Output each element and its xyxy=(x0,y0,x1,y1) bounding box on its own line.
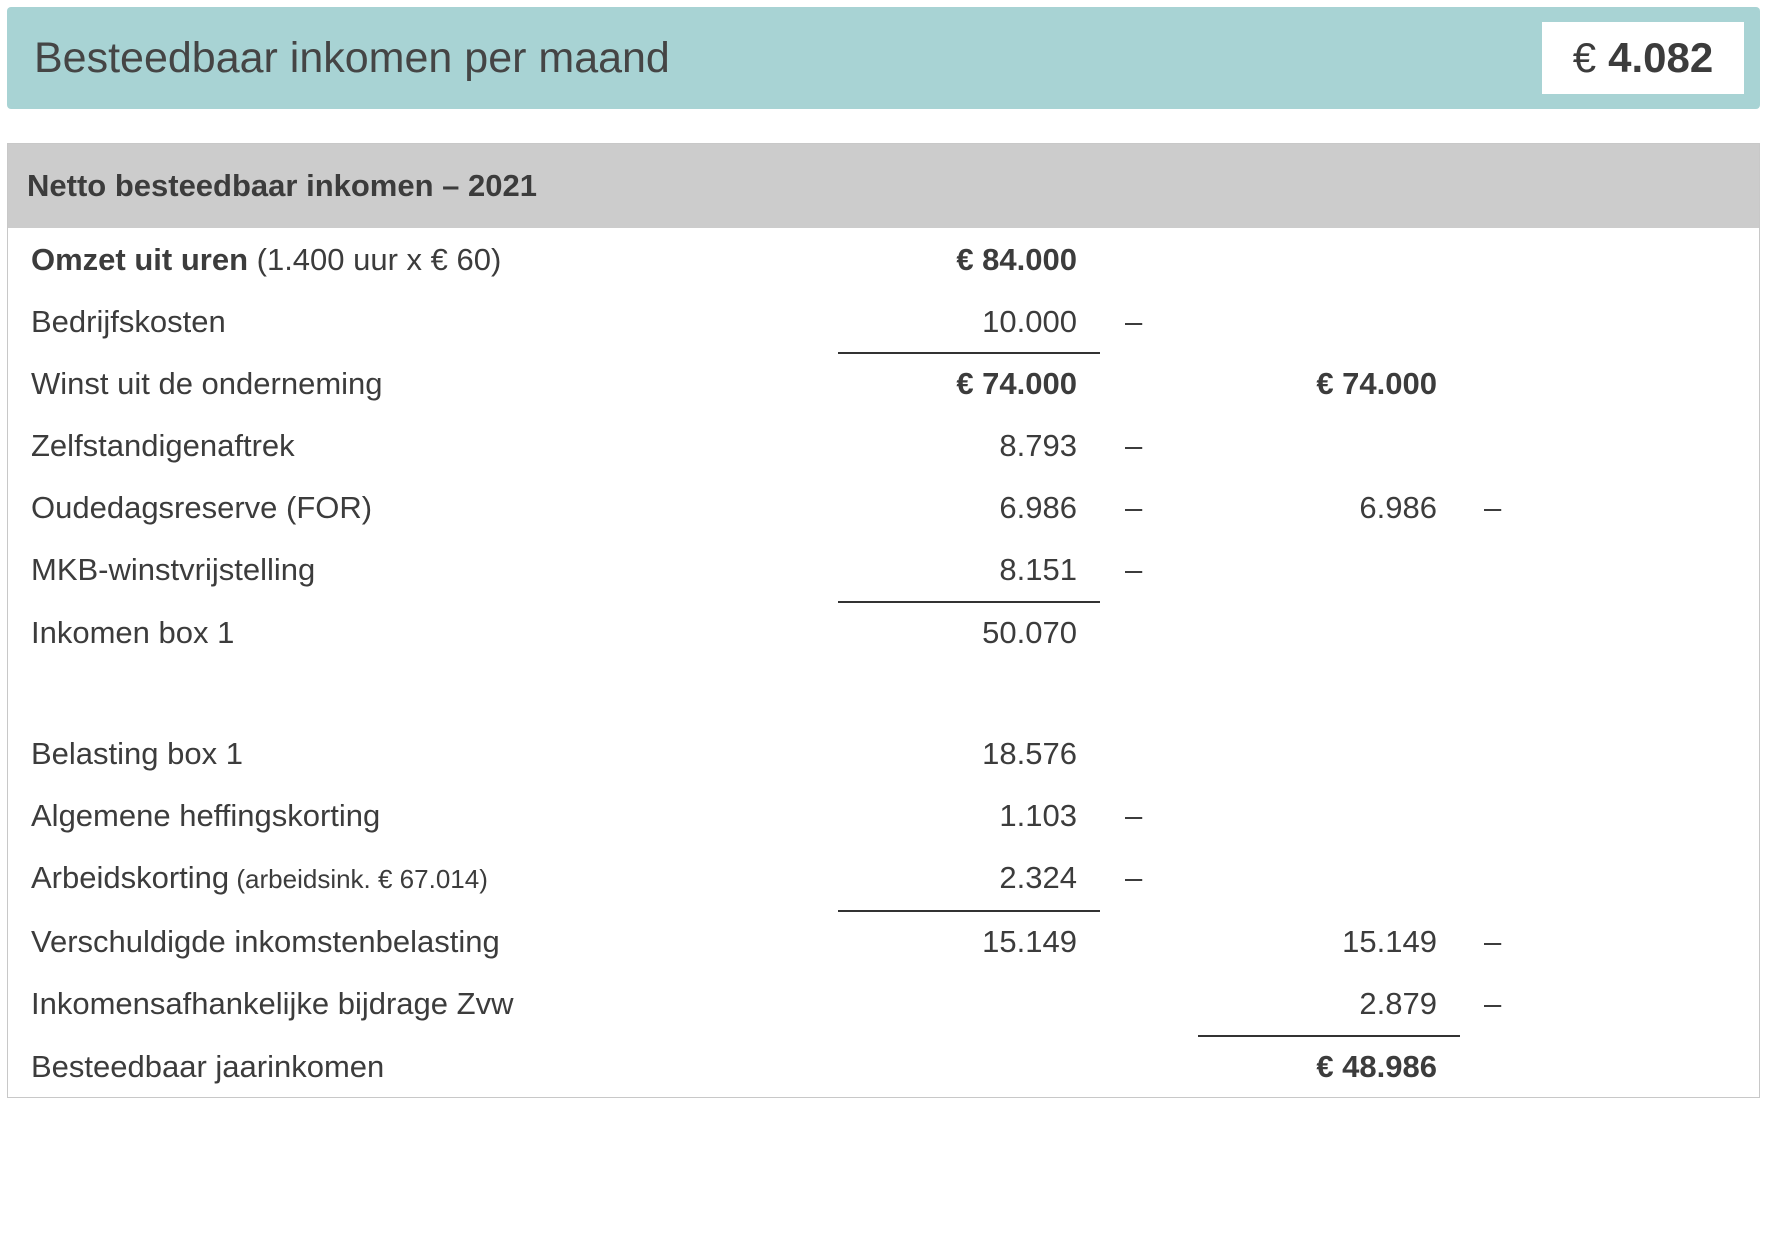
row-value-col2: 15.149 xyxy=(1342,924,1437,959)
table-row-besteedbaar-jaarinkomen xyxy=(8,1036,1759,1098)
minus-sign-col1: – xyxy=(1125,428,1143,463)
monthly-amount-currency: € xyxy=(1572,34,1597,81)
table-row-oudedagsreserve xyxy=(8,477,1759,539)
row-value-col1: 8.151 xyxy=(999,552,1077,587)
row-label-detail: (1.400 uur x € 60) xyxy=(248,242,502,277)
row-label-main: Arbeidskorting xyxy=(31,860,230,895)
row-value-col1: 18.576 xyxy=(982,736,1077,771)
row-label-detail: (arbeidsink. € 67.014) xyxy=(229,864,488,894)
row-label: Bedrijfskosten xyxy=(31,304,226,339)
row-value-col2: € 48.986 xyxy=(1316,1049,1437,1084)
row-value-col1: 2.324 xyxy=(999,860,1077,895)
row-label: Oudedagsreserve (FOR) xyxy=(31,490,373,525)
table-row-zelfstandigenaftrek xyxy=(8,415,1759,477)
row-label xyxy=(31,229,501,291)
minus-sign-col2: – xyxy=(1484,490,1502,525)
row-label: Algemene heffingskorting xyxy=(31,798,381,833)
row-value-col2: € 74.000 xyxy=(1316,366,1437,401)
row-label-bold: Omzet uit uren xyxy=(31,242,249,277)
row-value-col2: 6.986 xyxy=(1359,490,1437,525)
minus-sign-col1: – xyxy=(1125,490,1143,525)
row-label: Inkomensafhankelijke bijdrage Zvw xyxy=(31,986,514,1021)
row-value-col1: 10.000 xyxy=(982,304,1077,339)
row-value-col1: 50.070 xyxy=(982,615,1077,650)
table-row-verschuldigde-ib xyxy=(8,911,1759,973)
table-row-belasting-box1 xyxy=(8,723,1759,785)
row-value-col2: 2.879 xyxy=(1359,986,1437,1021)
table-row-zvw-bijdrage xyxy=(8,973,1759,1035)
row-value-col1: € 84.000 xyxy=(956,242,1077,277)
monthly-amount-value: 4.082 xyxy=(1608,34,1714,81)
row-label: Belasting box 1 xyxy=(31,736,243,771)
table-row-winst xyxy=(8,353,1759,415)
row-value-col1: 15.149 xyxy=(982,924,1077,959)
minus-sign-col1: – xyxy=(1125,860,1143,895)
row-value-col1: € 74.000 xyxy=(956,366,1077,401)
minus-sign-col1: – xyxy=(1125,552,1143,587)
row-label: Zelfstandigenaftrek xyxy=(31,428,295,463)
minus-sign-col2: – xyxy=(1484,924,1502,959)
row-label: Winst uit de onderneming xyxy=(31,366,383,401)
minus-sign-col1: – xyxy=(1125,798,1143,833)
card-header xyxy=(8,144,1759,228)
row-value-col1: 1.103 xyxy=(999,798,1077,833)
row-value-col1: 6.986 xyxy=(999,490,1077,525)
monthly-amount-box xyxy=(1542,22,1744,94)
minus-sign-col2: – xyxy=(1484,986,1502,1021)
row-value-col1: 8.793 xyxy=(999,428,1077,463)
minus-sign-col1: – xyxy=(1125,304,1143,339)
row-label xyxy=(31,847,488,910)
table-row-mkb-winstvrijstelling xyxy=(8,539,1759,601)
row-label: Besteedbaar jaarinkomen xyxy=(31,1049,385,1084)
table-row-arbeidskorting xyxy=(8,847,1759,909)
table-row-algemene-heffingskorting xyxy=(8,785,1759,847)
income-calculation-card xyxy=(7,143,1760,1098)
monthly-income-banner xyxy=(7,7,1760,109)
banner-title: Besteedbaar inkomen per maand xyxy=(34,34,670,82)
row-label: Inkomen box 1 xyxy=(31,615,235,650)
card-title: Netto besteedbaar inkomen – 2021 xyxy=(27,168,537,203)
table-row-inkomen-box1 xyxy=(8,602,1759,664)
table-row-omzet xyxy=(8,229,1759,291)
row-label: Verschuldigde inkomstenbelasting xyxy=(31,924,500,959)
row-label: MKB-winstvrijstelling xyxy=(31,552,316,587)
table-row-bedrijfskosten xyxy=(8,291,1759,353)
